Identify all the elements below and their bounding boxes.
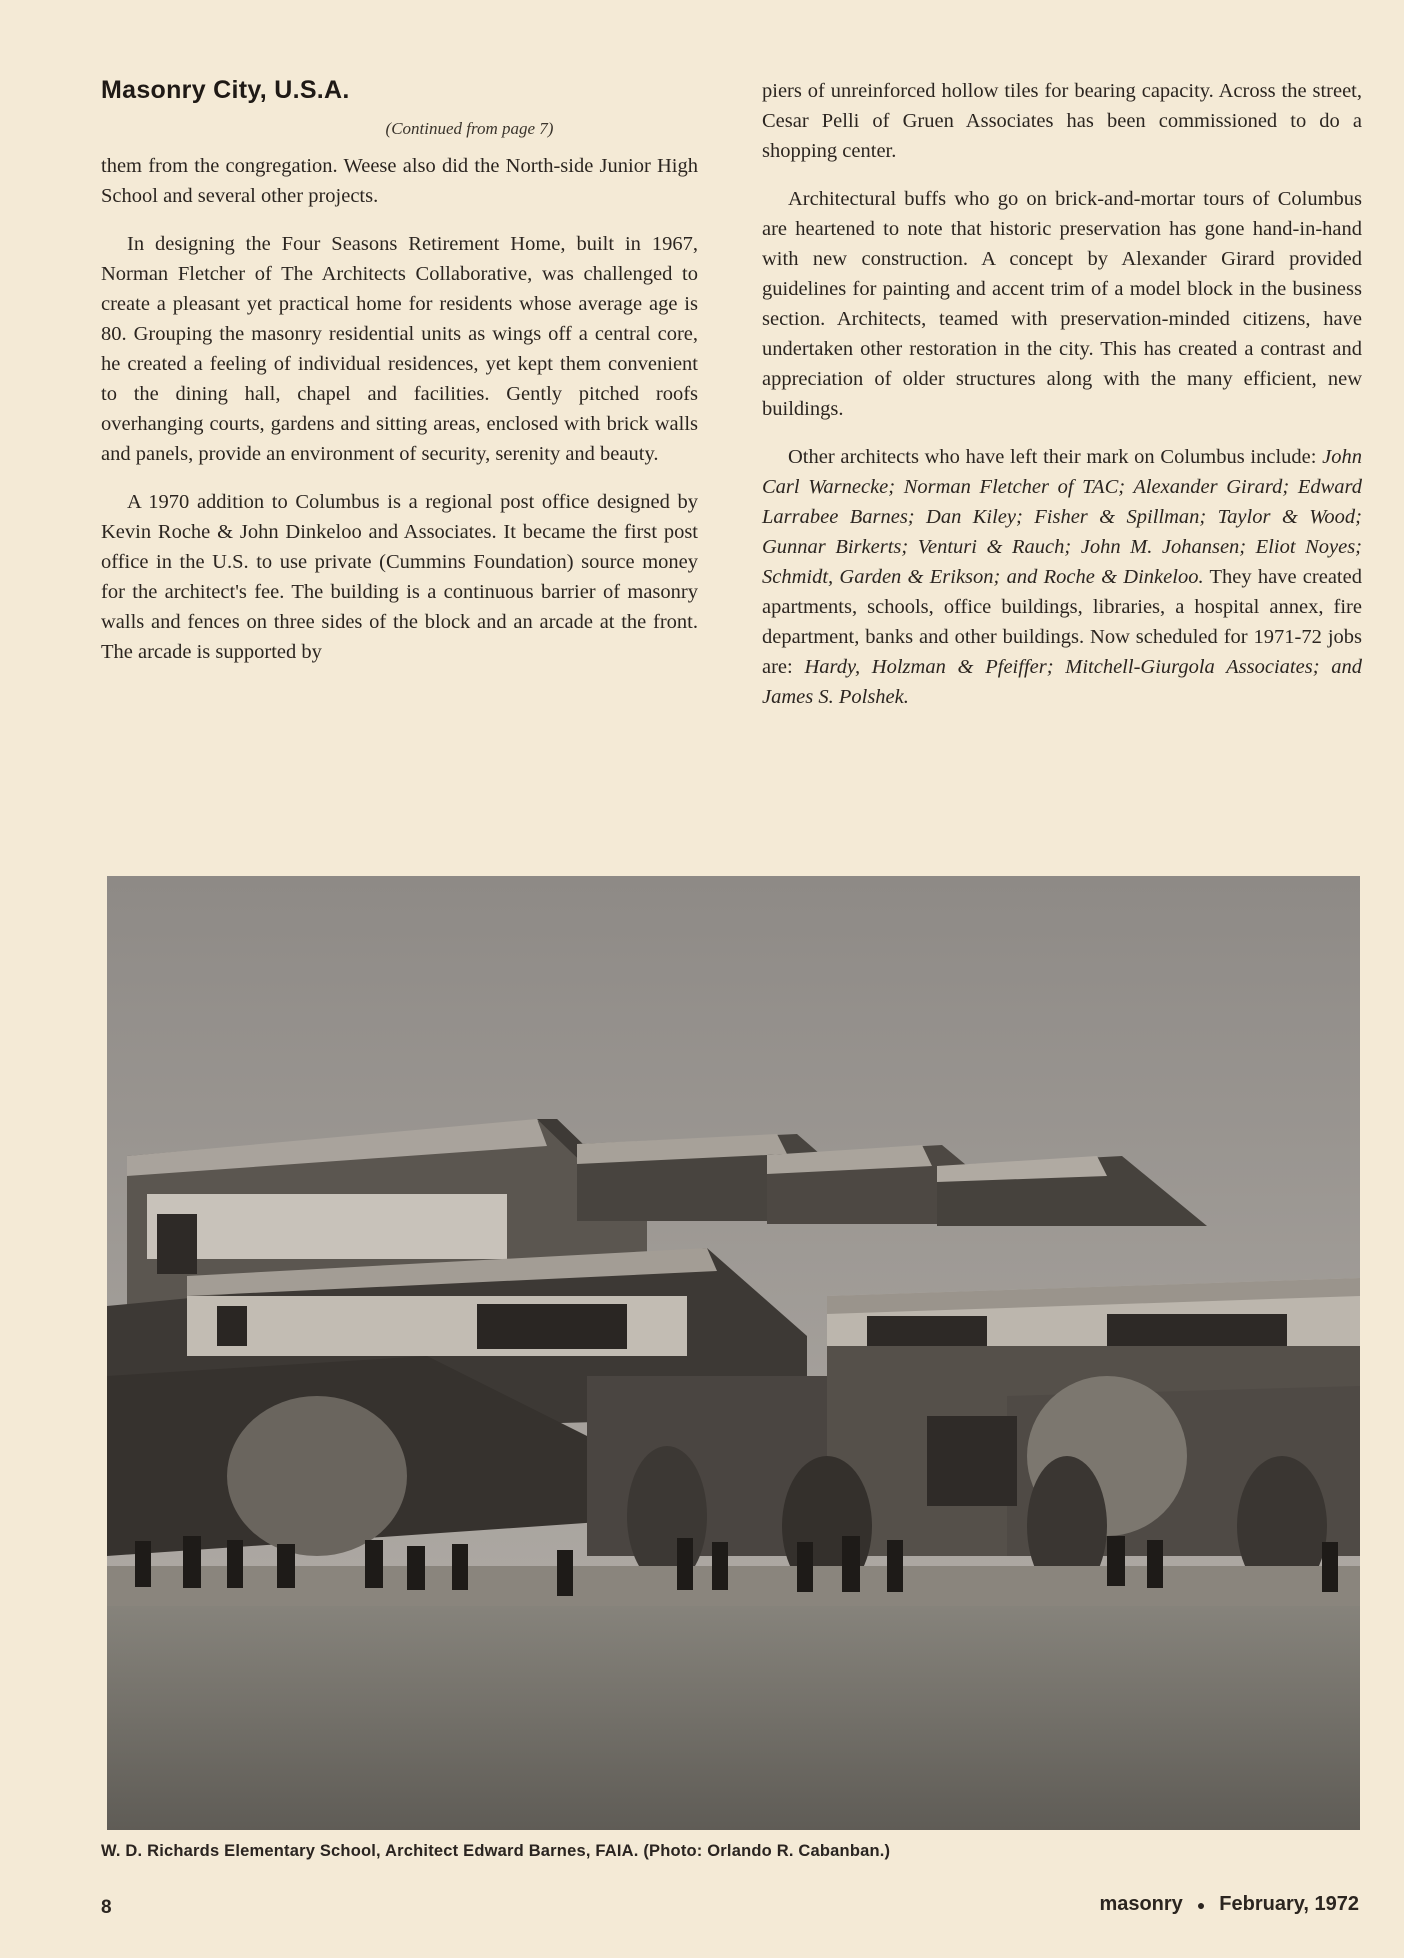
issue-date: February, 1972 (1219, 1893, 1359, 1915)
publication-name: masonry (1099, 1893, 1183, 1915)
photo-caption: W. D. Richards Elementary School, Architect Edward Barnes, FAIA. (Photo: Orlando R. Cabanban.) (101, 1842, 891, 1860)
paragraph: piers of unreinforced hollow tiles for bearing capacity. Across the street, Cesar Pelli of Gruen Associates has been commissioned to do a shopping center. (762, 80, 1362, 162)
left-column (101, 76, 698, 685)
paragraph-text: Other architects who have left their mark on Columbus include: (788, 446, 1317, 468)
architect-names-scheduled: Hardy, Holzman & Pfeiffer; Mitchell-Giurgola Associates; and James S. Polshek. (762, 656, 1363, 708)
paragraph (762, 442, 1362, 712)
school-photo (107, 876, 1360, 1830)
footer-publication (1099, 1893, 1359, 1916)
paragraph: them from the congregation. Weese also did the North-side Junior High School and several other projects. (101, 155, 698, 207)
article-headline: Masonry City, U.S.A. (101, 76, 350, 104)
paragraph: Architectural buffs who go on brick-and-mortar tours of Columbus are heartened to note that historic preservation has gone hand-in-hand with new construction. A concept by Alexander Girard provided guidelines for painting and accent trim of a model block in the business section. Architects, teamed with preservation-minded citizens, have undertaken other restoration in the city. This has created a contrast and appreciation of older structures along with the many efficient, new buildings. (762, 188, 1362, 420)
right-column (762, 76, 1362, 730)
bullet-separator: ● (1196, 1896, 1206, 1913)
page-number: 8 (101, 1897, 112, 1918)
paragraph: In designing the Four Seasons Retirement Home, built in 1967, Norman Fletcher of The Architects Collaborative, was challenged to create a pleasant yet practical home for residents whose average age is 80. Grouping the masonry residential units as wings off a central core, he created a feeling of individual residences, yet kept them convenient to the dining hall, chapel and facilities. Gently pitched roofs overhanging courts, gardens and sitting areas, enclosed with brick walls and panels, provide an environment of security, serenity and beauty. (101, 233, 698, 465)
architect-names: John Carl Warnecke; Norman Fletcher of TAC; Alexander Girard; Edward Larrabee Barnes; Dan Kiley; Fisher & Spillman; Taylor & Wood; Gunnar Birkerts; Venturi & Rauch; John M. Johansen; Eliot Noyes; Schmidt, Garden & Erikson; and Roche & Dinkeloo. (762, 446, 1363, 588)
school-photo-illustration (107, 876, 1360, 1830)
paragraph-text: They have created apartments, schools, office buildings, libraries, a hospital annex, fire department, banks and other buildings. Now scheduled for 1971-72 jobs are: (762, 566, 1362, 678)
continued-note: (Continued from page 7) (385, 119, 554, 138)
paragraph: A 1970 addition to Columbus is a regional post office designed by Kevin Roche & John Dinkeloo and Associates. It became the first post office in the U.S. to use private (Cummins Foundation) source money for the architect's fee. The building is a continuous barrier of masonry walls and fences on three sides of the block and an arcade at the front. The arcade is supported by (101, 491, 698, 663)
